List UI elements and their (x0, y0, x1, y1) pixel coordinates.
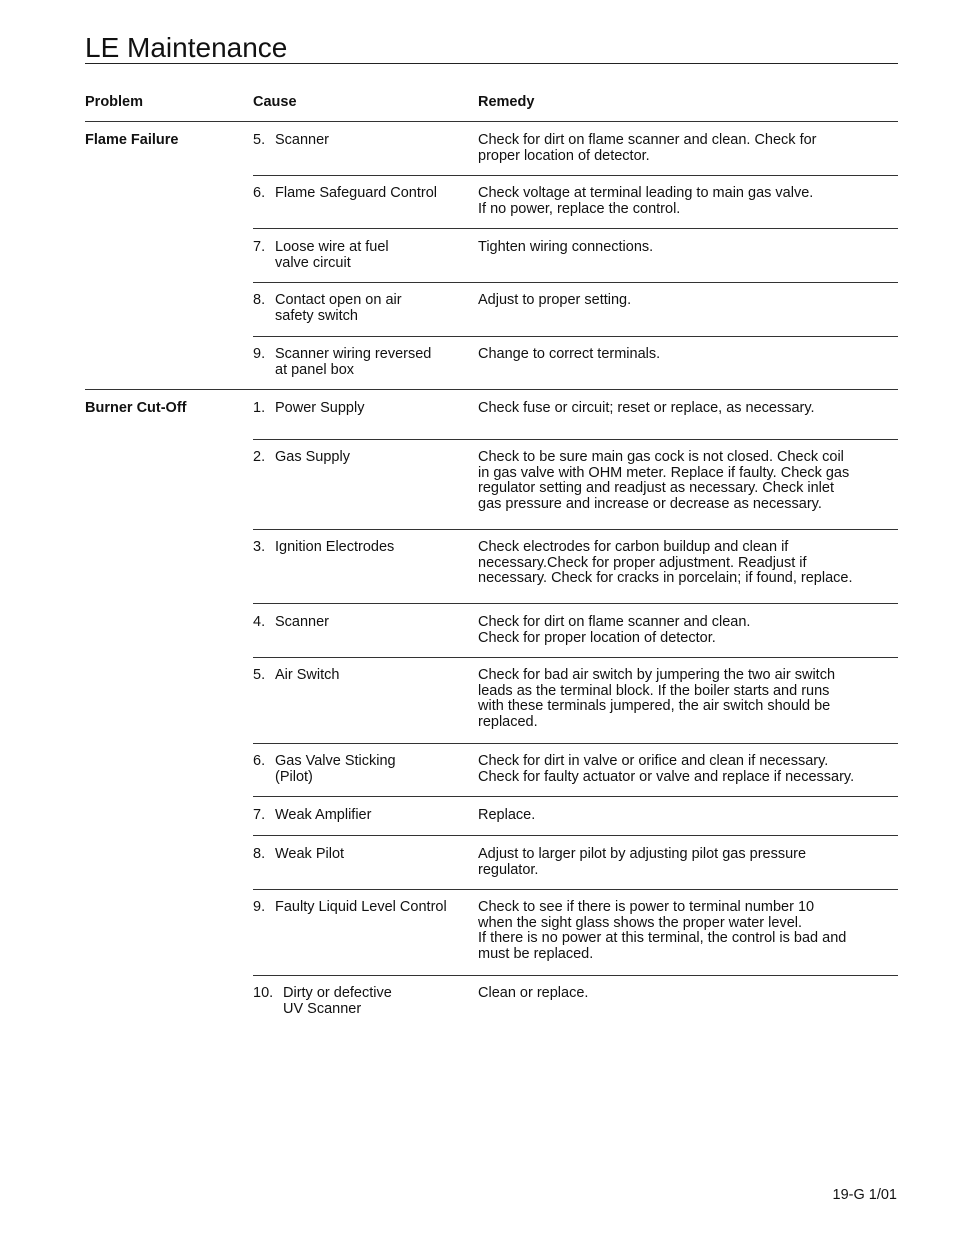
cause-text: Scanner (275, 132, 330, 148)
cause-number: 6. (253, 753, 266, 769)
cause-text: Air Switch (275, 667, 340, 683)
remedy-cell: Check for bad air switch by jumpering the two air switch leads as the terminal block. If the boiler starts and runs with these terminals jumpered, the air switch should be replaced. (478, 667, 836, 730)
cause-number: 10. (253, 985, 274, 1001)
row-divider (253, 657, 898, 658)
row-divider (253, 175, 898, 176)
remedy-cell: Replace. (478, 807, 536, 823)
cause-number: 8. (253, 292, 266, 308)
row-divider (253, 228, 898, 229)
page-footer: 19-G 1/01 (832, 1187, 897, 1203)
row-divider (253, 889, 898, 890)
cause-cell (253, 615, 329, 631)
cause-text: Weak Amplifier (275, 807, 372, 823)
remedy-cell: Clean or replace. (478, 985, 589, 1001)
remedy-cell: Check for dirt on flame scanner and clean. Check for proper location of detector. (478, 614, 751, 646)
cause-cell (253, 347, 431, 378)
header-problem: Problem (85, 94, 144, 110)
cause-cell (253, 186, 437, 202)
row-divider (253, 529, 898, 530)
cause-number: 8. (253, 846, 266, 862)
cause-number: 7. (253, 807, 266, 823)
row-divider (253, 975, 898, 976)
cause-text: Dirty or defective UV Scanner (283, 985, 392, 1017)
page-title: LE Maintenance (85, 32, 288, 63)
row-divider (253, 439, 898, 440)
remedy-cell: Check for dirt in valve or orifice and clean if necessary. Check for faulty actuator or valve and replace if necessary. (478, 753, 855, 785)
cause-cell (253, 133, 329, 149)
remedy-cell: Adjust to proper setting. (478, 292, 632, 308)
cause-cell (253, 293, 402, 324)
cause-number: 4. (253, 614, 266, 630)
cause-text: Loose wire at fuel valve circuit (275, 239, 389, 271)
cause-number: 2. (253, 449, 266, 465)
remedy-cell: Check to be sure main gas cock is not closed. Check coil in gas valve with OHM meter. Replace if faulty. Check gas regulator setting and readjust as necessary. Check inlet gas pressure and increase or decrease as necessary. (478, 449, 850, 512)
cause-cell (253, 240, 389, 271)
cause-text: Gas Valve Sticking (Pilot) (275, 753, 396, 785)
row-divider (253, 603, 898, 604)
header-rule (85, 121, 898, 122)
cause-number: 5. (253, 667, 266, 683)
cause-cell (253, 847, 344, 863)
problem-label: Burner Cut-Off (85, 400, 187, 416)
cause-number: 9. (253, 899, 266, 915)
remedy-cell: Check to see if there is power to terminal number 10 when the sight glass shows the proper water level. If there is no power at this terminal, the control is bad and must be replaced. (478, 899, 847, 962)
cause-text: Power Supply (275, 400, 365, 416)
remedy-cell: Check electrodes for carbon buildup and clean if necessary.Check for proper adjustment. Readjust if necessary. Check for cracks in porcelain; if found, replace. (478, 539, 853, 586)
header-remedy: Remedy (478, 94, 535, 110)
remedy-cell: Check voltage at terminal leading to main gas valve. If no power, replace the control. (478, 185, 814, 217)
cause-text: Gas Supply (275, 449, 350, 465)
cause-number: 7. (253, 239, 266, 255)
cause-cell (253, 450, 350, 466)
cause-cell (253, 986, 392, 1017)
cause-text: Weak Pilot (275, 846, 345, 862)
remedy-cell: Tighten wiring connections. (478, 239, 654, 255)
cause-text: Flame Safeguard Control (275, 185, 437, 201)
group-divider (85, 389, 898, 390)
cause-number: 5. (253, 132, 266, 148)
row-divider (253, 835, 898, 836)
row-divider (253, 336, 898, 337)
cause-text: Ignition Electrodes (275, 539, 395, 555)
problem-label: Flame Failure (85, 132, 179, 148)
remedy-cell: Adjust to larger pilot by adjusting pilot gas pressure regulator. (478, 846, 807, 878)
cause-cell (253, 900, 447, 916)
cause-number: 3. (253, 539, 266, 555)
remedy-cell: Check for dirt on flame scanner and clean. Check for proper location of detector. (478, 132, 817, 164)
remedy-cell: Check fuse or circuit; reset or replace, as necessary. (478, 400, 815, 416)
row-divider (253, 796, 898, 797)
cause-text: Scanner (275, 614, 330, 630)
header-cause: Cause (253, 94, 297, 110)
row-divider (253, 282, 898, 283)
cause-text: Scanner wiring reversed at panel box (275, 346, 432, 378)
cause-number: 6. (253, 185, 266, 201)
cause-cell (253, 401, 364, 417)
cause-text: Faulty Liquid Level Control (275, 899, 447, 915)
cause-cell (253, 540, 394, 556)
cause-cell (253, 668, 339, 684)
cause-number: 9. (253, 346, 266, 362)
remedy-cell: Change to correct terminals. (478, 346, 661, 362)
cause-number: 1. (253, 400, 266, 416)
cause-text: Contact open on air safety switch (275, 292, 402, 324)
cause-cell (253, 754, 396, 785)
cause-cell (253, 808, 371, 824)
title-rule (85, 63, 898, 64)
row-divider (253, 743, 898, 744)
